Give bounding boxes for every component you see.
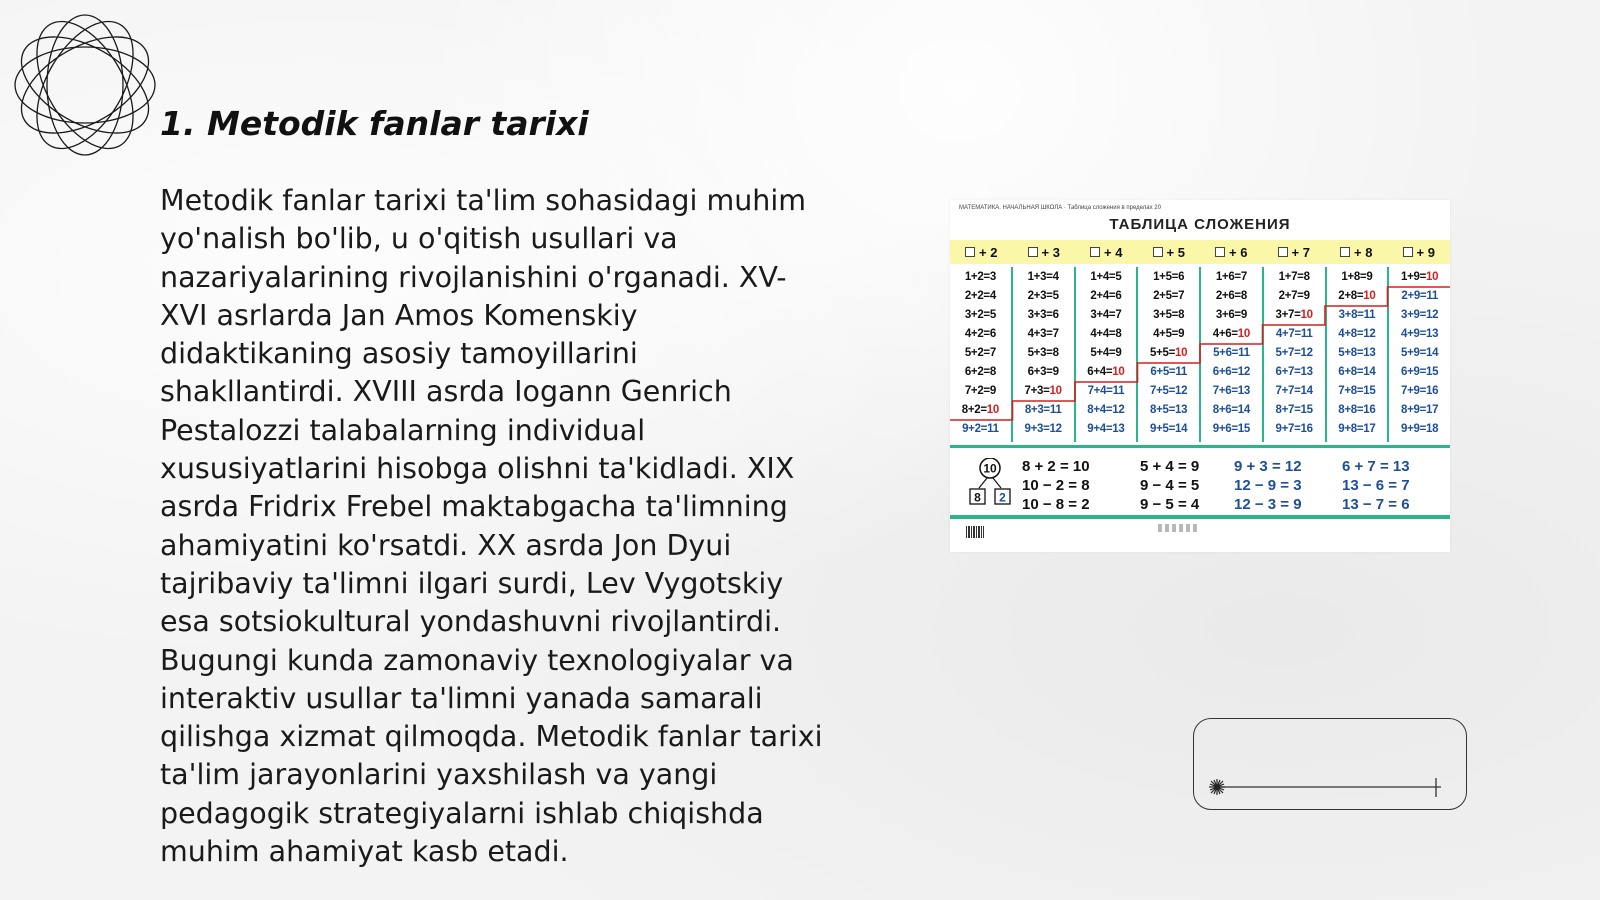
empty-box-icon — [1340, 247, 1350, 257]
equation: 3+4=7 — [1090, 309, 1122, 321]
equation: 6+5=11 — [1150, 366, 1187, 378]
equation: 4+9=13 — [1401, 328, 1439, 340]
barcode-icon — [966, 526, 984, 538]
equation: 1+5=6 — [1153, 271, 1185, 283]
addition-table-poster — [950, 200, 1450, 552]
example-equation: 12 − 9 = 3 — [1234, 477, 1302, 494]
number-composition-diagram — [965, 458, 1015, 513]
empty-box-icon — [1153, 247, 1163, 257]
empty-box-icon — [1028, 247, 1038, 257]
spirograph-logo — [10, 10, 160, 160]
column-header: + 3 — [1013, 240, 1076, 264]
poster-caption: МАТЕМАТИКА. НАЧАЛЬНАЯ ШКОЛА · Таблица сложения в пределах 20 — [959, 205, 1161, 211]
example-equation: 9 − 5 = 4 — [1140, 496, 1200, 513]
column-header: + 5 — [1138, 240, 1201, 264]
poster-title: ТАБЛИЦА СЛОЖЕНИЯ — [1109, 216, 1291, 233]
equation: 9+7=16 — [1275, 423, 1313, 435]
equation: 5+8=13 — [1338, 347, 1376, 359]
diagram-part-left: 8 — [974, 490, 981, 505]
equation: 8+5=13 — [1150, 404, 1188, 416]
equation: 7+6=13 — [1212, 385, 1250, 397]
equation: 6+3=9 — [1027, 366, 1059, 378]
diagram-whole: 10 — [983, 461, 997, 476]
equation: 4+2=6 — [964, 328, 996, 340]
column-header: + 8 — [1325, 240, 1388, 264]
equation: 3+3=6 — [1027, 309, 1059, 321]
equation: 3+6=9 — [1215, 309, 1247, 321]
ten-boundary-line — [950, 267, 1450, 442]
column-header: + 6 — [1200, 240, 1263, 264]
equation: 2+8=10 — [1338, 290, 1376, 302]
example-equation: 5 + 4 = 9 — [1140, 458, 1200, 475]
equation: 4+7=11 — [1275, 328, 1313, 340]
equation: 5+7=12 — [1275, 347, 1313, 359]
equation: 8+9=17 — [1401, 404, 1439, 416]
equation: 7+4=11 — [1087, 385, 1125, 397]
equation: 7+7=14 — [1275, 385, 1313, 397]
empty-box-icon — [965, 247, 975, 257]
equation: 3+9=12 — [1401, 309, 1439, 321]
equation: 1+4=5 — [1090, 271, 1122, 283]
equation: 2+6=8 — [1215, 290, 1247, 302]
publisher-logos — [1158, 524, 1198, 532]
equation: 5+6=11 — [1213, 347, 1250, 359]
equation: 6+7=13 — [1275, 366, 1313, 378]
equation: 2+7=9 — [1278, 290, 1310, 302]
poster-bottom-divider — [950, 515, 1450, 519]
equation: 8+2=10 — [961, 404, 999, 416]
example-equation: 9 + 3 = 12 — [1234, 458, 1302, 475]
equation: 6+6=12 — [1212, 366, 1250, 378]
equation: 6+8=14 — [1338, 366, 1376, 378]
poster-header-strip — [950, 240, 1450, 264]
equation: 4+5=9 — [1153, 328, 1185, 340]
equation: 7+9=16 — [1401, 385, 1439, 397]
example-equation: 10 − 2 = 8 — [1022, 477, 1090, 494]
example-equation: 12 − 3 = 9 — [1234, 496, 1302, 513]
example-equation: 13 − 7 = 6 — [1342, 496, 1410, 513]
equation: 3+7=10 — [1275, 309, 1313, 321]
equation: 3+2=5 — [964, 309, 996, 321]
equation: 6+2=8 — [964, 366, 996, 378]
equation: 5+5=10 — [1150, 347, 1188, 359]
column-header: + 9 — [1388, 240, 1451, 264]
poster-divider — [950, 445, 1450, 448]
example-equation: 9 − 4 = 5 — [1140, 477, 1200, 494]
equation: 3+5=8 — [1153, 309, 1185, 321]
equation: 6+4=10 — [1087, 366, 1125, 378]
equation: 7+8=15 — [1338, 385, 1376, 397]
equation: 2+4=6 — [1090, 290, 1122, 302]
equation: 1+6=7 — [1215, 271, 1247, 283]
equation: 7+3=10 — [1024, 385, 1062, 397]
equation: 9+2=11 — [962, 423, 999, 435]
equation: 3+8=11 — [1338, 309, 1376, 321]
equation: 8+6=14 — [1212, 404, 1250, 416]
equation: 4+8=12 — [1338, 328, 1376, 340]
empty-box-icon — [1403, 247, 1413, 257]
example-equation: 6 + 7 = 13 — [1342, 458, 1410, 475]
equation: 1+3=4 — [1027, 271, 1059, 283]
equation: 9+6=15 — [1212, 423, 1250, 435]
slide-body-text: Metodik fanlar tarixi ta'lim sohasidagi muhim yo'nalish bo'lib, u o'qitish usullari va nazariyalarining rivojlanishini o'rganadi. XV-XVI asrlarda Jan Amos Komenskiy didaktikaning asosiy tamoyillarini shakllantirdi. XVIII asrda Iogann Genrich Pestalozzi talabalarning individual xususiyatlarini hisobga olishni ta'kidladi. XIX asrda Fridrix Frebel maktabgacha ta'limning ahamiyatini ko'rsatdi. XX asrda Jon Dyui tajribaviy ta'limni ilgari surdi, Lev Vygotskiy esa sotsiokultural yondashuvni rivojlantirdi. Bugungi kunda zamonaviy texnologiyalar va interaktiv usullar ta'limni yanada samarali qilishga xizmat qilmoqda. Metodik fanlar tarixi ta'lim jarayonlarini yaxshilash va yangi pedagogik strategiyalarni ishlab chiqishda muhim ahamiyat kasb etadi. — [160, 184, 823, 869]
equation: 4+6=10 — [1212, 328, 1250, 340]
empty-box-icon — [1215, 247, 1225, 257]
equation: 9+5=14 — [1150, 423, 1188, 435]
equation: 1+7=8 — [1278, 271, 1310, 283]
example-equation: 8 + 2 = 10 — [1022, 458, 1090, 475]
equation: 2+3=5 — [1027, 290, 1059, 302]
equation: 1+8=9 — [1341, 271, 1373, 283]
equation: 7+5=12 — [1150, 385, 1188, 397]
equation: 1+2=3 — [964, 271, 996, 283]
line-with-star-icon — [1193, 718, 1467, 810]
empty-box-icon — [1090, 247, 1100, 257]
example-equation: 13 − 6 = 7 — [1342, 477, 1410, 494]
equation: 5+3=8 — [1027, 347, 1059, 359]
equation: 2+9=11 — [1401, 290, 1438, 302]
column-header: + 2 — [950, 240, 1013, 264]
equation: 9+3=12 — [1024, 423, 1062, 435]
equation: 9+8=17 — [1338, 423, 1376, 435]
column-header: + 7 — [1263, 240, 1326, 264]
poster-examples — [950, 450, 1450, 512]
empty-box-icon — [1278, 247, 1288, 257]
equation: 8+4=12 — [1087, 404, 1125, 416]
equation: 8+7=15 — [1275, 404, 1313, 416]
equation: 7+2=9 — [964, 385, 996, 397]
example-equation: 10 − 8 = 2 — [1022, 496, 1090, 513]
equation: 2+2=4 — [964, 290, 996, 302]
equation: 2+5=7 — [1153, 290, 1185, 302]
equation: 1+9=10 — [1401, 271, 1439, 283]
decorative-frame — [1193, 718, 1467, 810]
equation: 4+4=8 — [1090, 328, 1122, 340]
equation: 9+4=13 — [1087, 423, 1125, 435]
equation: 5+9=14 — [1401, 347, 1439, 359]
equation: 5+2=7 — [964, 347, 996, 359]
equation: 5+4=9 — [1090, 347, 1122, 359]
equation: 4+3=7 — [1027, 328, 1059, 340]
diagram-part-right: 2 — [999, 490, 1006, 505]
equation: 8+8=16 — [1338, 404, 1376, 416]
equation: 6+9=15 — [1401, 366, 1439, 378]
column-header: + 4 — [1075, 240, 1138, 264]
equation: 9+9=18 — [1401, 423, 1439, 435]
slide-title: 1. Metodik fanlar tarixi — [160, 104, 589, 143]
equation: 8+3=11 — [1024, 404, 1062, 416]
